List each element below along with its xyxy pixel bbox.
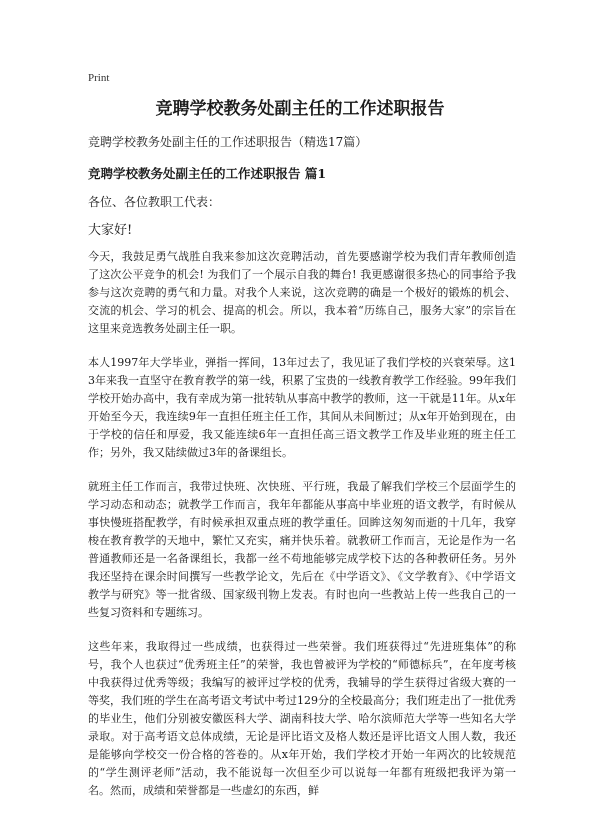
print-link[interactable]: Print: [88, 72, 110, 84]
document-body: [88, 134, 516, 816]
body-paragraph: 今天，我鼓足勇气战胜自我来参加这次竞聘活动，首先要感谢学校为我们青年教师创造了这次公平竞争的机会! 为我们了一个展示自我的舞台! 我更感谢很多热心的同事给予我参与这次竞聘的勇气和力量。对我个人来说，这次竞聘的确是一个极好的锻炼的机会、交流的机会、学习的机会、提高的机会。所以，我本着“历练自己，服务大家”的宗旨在这里来竞选教务处副主任一职。: [88, 250, 516, 335]
body-paragraph: 就班主任工作而言，我带过快班、次快班、平行班，我最了解我们学校三个层面学生的学习动态和动态；就教学工作而言，我年年都能从事高中毕业班的语文教学，有时候从事快慢班搭配教学，有时候承担双重点班的教学重任。回眸这匆匆而逝的十几年，我穿梭在教育教学的天地中，繁忙又充实，痛并快乐着。就教研工作而言，无论是作为一名普通教师还是一名备课组长，我都一丝不苟地能够完成学校下达的各种教研任务。另外我还坚持在课余时间撰写一些教学论文，先后在《中学语文》、《文学教育》、《中学语文教学与研究》等一批省级、国家级刊物上发表。有时也向一些教站上传一些我自己的一些复习资料和专题练习。: [88, 480, 516, 619]
page-title: 竞聘学校教务处副主任的工作述职报告: [155, 99, 445, 119]
document-subtitle: 竞聘学校教务处副主任的工作述职报告（精选17篇）: [88, 135, 368, 149]
salutation: 各位、各位教职工代表：: [88, 195, 221, 209]
greeting: 大家好!: [88, 223, 133, 238]
body-paragraph: 这些年来，我取得过一些成绩，也获得过一些荣誉。我们班获得过“先进班集体”的称号，我个人也获过“优秀班主任”的荣誉，我也曾被评为学校的“师德标兵”，在年度考核中我获得过优秀等级；我编写的被评过学校的优秀，我辅导的学生获得过省级大赛的一等奖，我们班的学生在高考语文考试中考过129分的全校最高分；我们班走出了一批优秀的毕业生，他们分别被安徽医科大学、湖南科技大学、哈尔滨师范大学等一些知名大学录取。对于高考语文总体成绩，无论是评比语文及格人数还是评比语文人围人数，我还是能够向学校交一份合格的答卷的。从x年开始，我们学校才开始一年两次的比较规范的“学生测评老师”活动，我不能说每一次但至少可以说每一年都有班级把我评为第一名。然而，成绩和荣誉都是一些虚幻的东西，鲜: [88, 640, 516, 797]
section-heading: 竞聘学校教务处副主任的工作述职报告 篇1: [88, 166, 327, 181]
body-paragraph: 本人1997年大学毕业，弹指一挥间，13年过去了，我见证了我们学校的兴衰荣辱。这13年来我一直坚守在教育教学的第一线，积累了宝贵的一线教育教学工作经验。99年我们学校开始办高中，我有幸成为第一批转轨从事高中教学的教师，这一干就是11年。从x年开始至今天，我连续9年一直担任班主任工作，其间从未间断过；从x年开始到现在，由于学校的信任和厚爱，我又能连续6年一直担任高三语文教学工作及毕业班的班主任工作；另外，我又陆续做过3年的备课组长。: [88, 356, 516, 459]
